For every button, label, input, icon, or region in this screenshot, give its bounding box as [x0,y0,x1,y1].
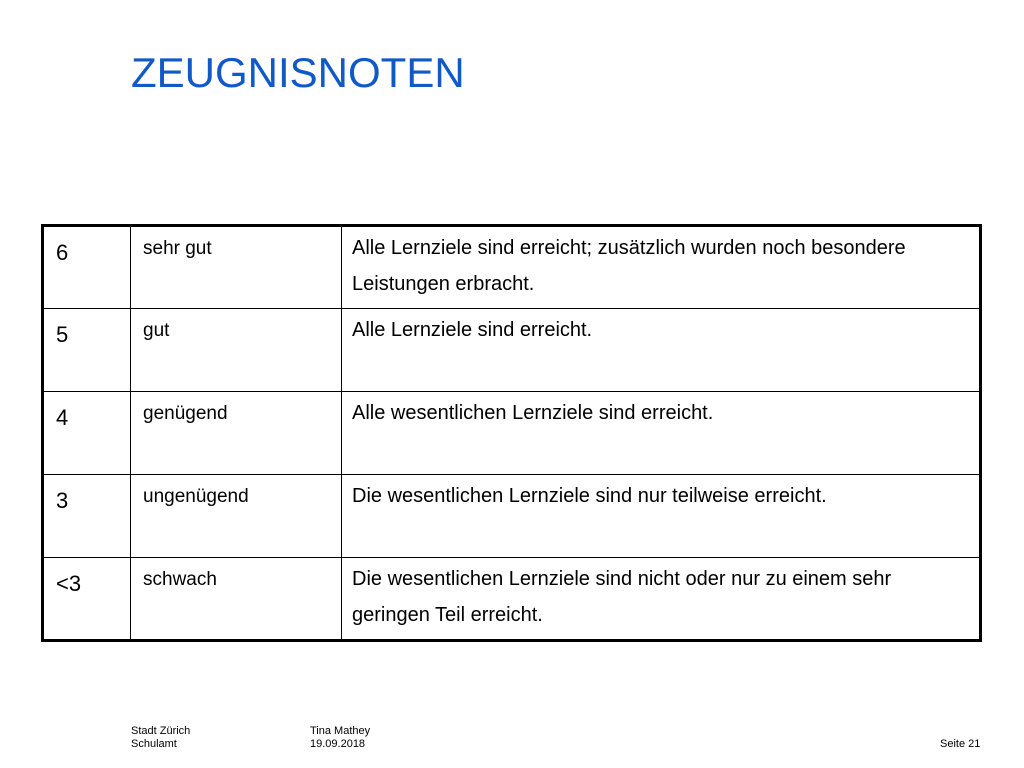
grades-table [41,224,982,642]
grade-word-cell: gut [131,309,342,392]
grade-cell: 5 [43,309,131,392]
grade-cell: 4 [43,392,131,475]
grade-word-cell: genügend [131,392,342,475]
footer-author-block [310,725,370,751]
table-row [43,392,981,475]
footer-org-line2: Schulamt [131,738,177,750]
grade-description-cell: Die wesentlichen Lernziele sind nur teilweise erreicht. [342,475,981,558]
grade-word-cell: ungenügend [131,475,342,558]
footer-date: 19.09.2018 [310,738,366,750]
grade-description-cell: Alle Lernziele sind erreicht. [342,309,981,392]
grade-cell: 3 [43,475,131,558]
page-title: ZEUGNISNOTEN [131,49,465,96]
footer-org-line1: Stadt Zürich [131,725,191,737]
table-row [43,558,981,641]
grade-description-cell: Alle Lernziele sind erreicht; zusätzlich wurden noch besondere Leistungen erbracht. [342,226,981,309]
grade-word-cell: sehr gut [131,226,342,309]
grade-description-cell: Die wesentlichen Lernziele sind nicht oder nur zu einem sehr geringen Teil erreicht. [342,558,981,641]
footer-organization [131,725,190,751]
table-row [43,226,981,309]
grade-description-cell: Alle wesentlichen Lernziele sind erreicht. [342,392,981,475]
grade-cell: <3 [43,558,131,641]
table-row [43,309,981,392]
page-number: Seite 21 [940,738,981,750]
grade-cell: 6 [43,226,131,309]
footer-author: Tina Mathey [310,725,371,737]
table-row [43,475,981,558]
grade-word-cell: schwach [131,558,342,641]
